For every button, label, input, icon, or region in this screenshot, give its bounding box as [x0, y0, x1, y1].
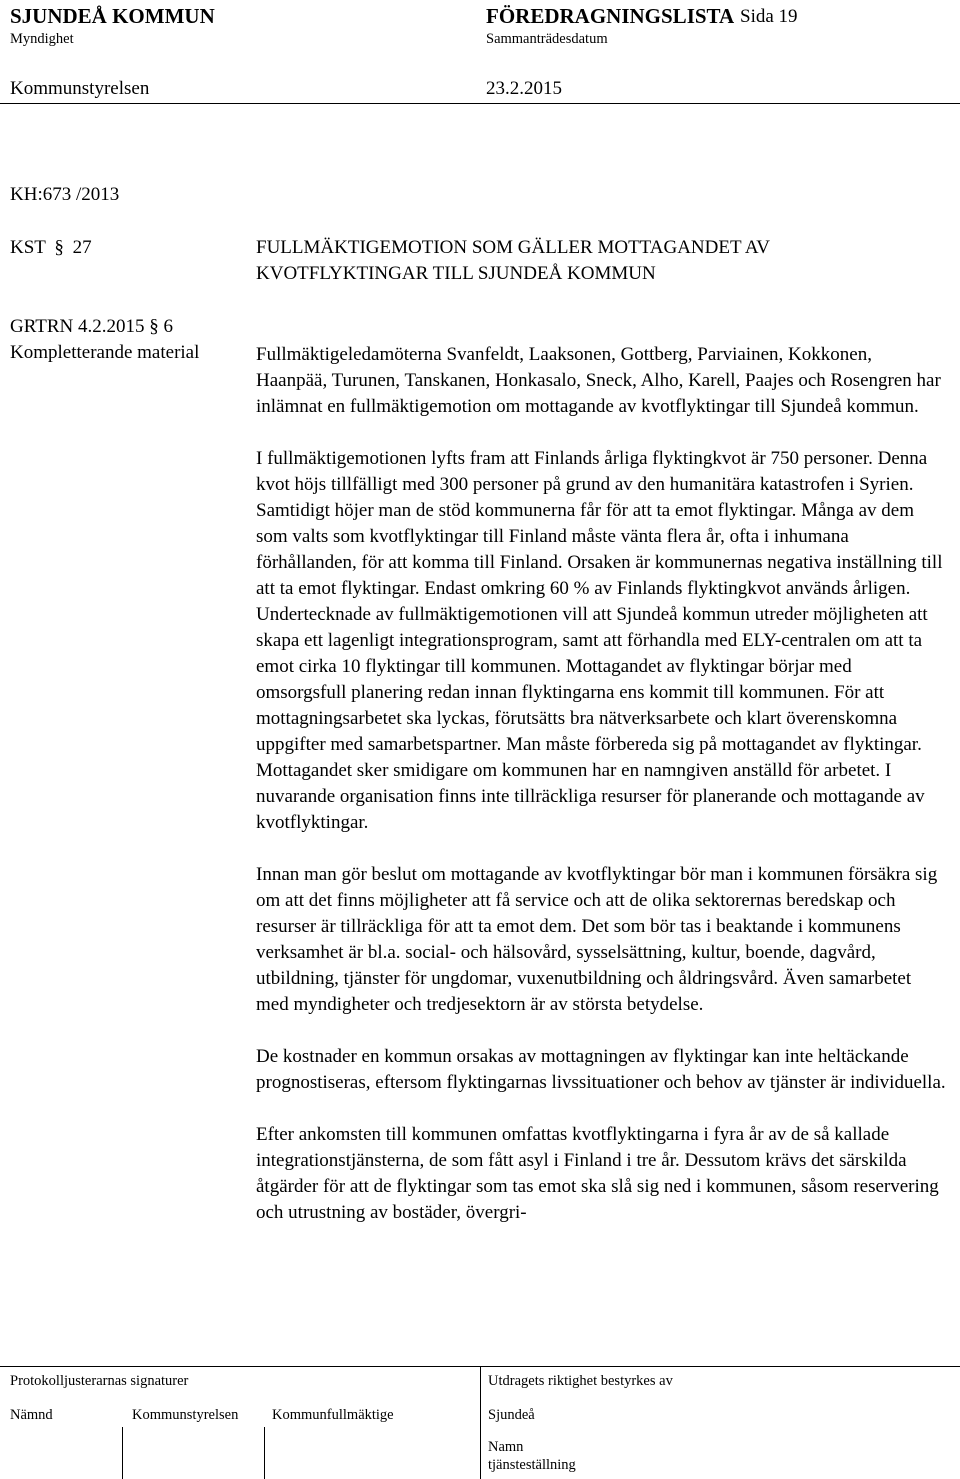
signatures-label: Protokolljusterarnas signaturer	[10, 1373, 189, 1389]
section-ref	[10, 237, 92, 259]
paragraph-4: De kostnader en kommun orsakas av mottagningen av flyktingar kan inte heltäckande prognostiseras, eftersom flyktingarnas livssituationer och behov av tjänster är individuella.	[256, 1046, 946, 1093]
body-column	[256, 342, 946, 1226]
doc-type: FÖREDRAGNINGSLISTA	[486, 4, 735, 28]
footer-divider	[480, 1367, 481, 1479]
case-title-line1: FULLMÄKTIGEMOTION SOM GÄLLER MOTTAGANDET AV	[256, 237, 770, 258]
certified-label: Utdragets riktighet bestyrkes av	[488, 1373, 673, 1389]
page-label: Sida 19	[740, 6, 798, 27]
meeting-date-label: Sammanträdesdatum	[486, 31, 608, 47]
paragraph-1: Fullmäktigeledamöterna Svanfeldt, Laaksonen, Gottberg, Parviainen, Kokkonen, Haanpää, Turunen, Tanskanen, Honkasalo, Sneck, Alho, Karell, Paajes och Rosengren har inlämnat en fullmäktigemotion om mottagande av kvotflyktingar till Sjundeå kommun.	[256, 344, 941, 417]
footer-sig-divider-1	[122, 1427, 123, 1479]
paragraph-5: Efter ankomsten till kommunen omfattas kvotflyktingarna i fyra år av de så kallade integrationstjänsterna, de som fått asyl i Finland i tre år. Dessutom krävs det särskilda åtgärder för att de flyktingar som tas emot ska slå sig ned i kommunen, såsom reservering och utrustning av bostäder, övergri-	[256, 1124, 939, 1223]
footer-col-namnd: Nämnd	[10, 1407, 53, 1423]
meeting-date: 23.2.2015	[486, 78, 562, 99]
footer-sig-divider-2	[264, 1427, 265, 1479]
paragraph-3: Innan man gör beslut om mottagande av kvotflyktingar bör man i kommunen försäkra sig om att det finns möjligheter att få service och att de olika sektorernas beredskap och resurser är tillräckliga för att ta emot dem. Det som bör tas i beaktande i kommunens verksamhet är bl.a. social- och hälsovård, sysselsättning, kultur, boende, dagvård, utbildning, tjänster för ungdomar, vuxenutbildning och åldringsvård. Även samarbetet med myndigheter och tredjesektorn är av största betydelse.	[256, 864, 938, 1015]
prev-ref: GRTRN 4.2.2015 § 6	[10, 316, 174, 337]
footer-sjundea: Sjundeå	[488, 1407, 535, 1423]
section-number: 27	[72, 237, 92, 258]
authority: Kommunstyrelsen	[10, 78, 150, 99]
case-title-line2: KVOTFLYKTINGAR TILL SJUNDEÅ KOMMUN	[256, 263, 656, 284]
footer-position-label: tjänsteställning	[488, 1457, 576, 1473]
section-label: KST	[10, 237, 46, 258]
section-sign-icon: §	[54, 237, 64, 258]
material-label: Kompletterande material	[10, 342, 200, 363]
authority-label: Myndighet	[10, 31, 74, 47]
org-name: SJUNDEÅ KOMMUN	[10, 4, 215, 28]
footer	[0, 1366, 960, 1479]
footer-name-label: Namn	[488, 1439, 524, 1455]
case-ref: KH:673 /2013	[10, 184, 120, 205]
footer-col-ks: Kommunstyrelsen	[132, 1407, 239, 1423]
paragraph-2: I fullmäktigemotionen lyfts fram att Finlands årliga flyktingkvot är 750 personer. Denna kvot höjs tillfälligt med 300 personer på grund av den humanitära katastrofen i Syrien. Samtidigt höjer man de stöd kommunerna får för att ta emot flyktingar. Många av dem som valts som kvotflyktingar till Finland måste vänta flera år, ofta i inhumana förhållanden, för att komma till Finland. Orsaken är kommunernas negativa inställning till att ta emot flyktingar. Endast omkring 60 % av Finlands flyktingkvot används årligen. Undertecknade av fullmäktigemotionen vill att Sjundeå kommun utreder möjligheten att skapa ett lagenligt integrationsprogram, samt att förhandla med ELY-centralen om att ta emot cirka 10 flyktingar till kommunen. Mottagandet av flyktingar börjar med omsorgsfull planering redan innan flyktingarna ens kommit till kommunen. För att mottagningsarbetet ska lyckas, förutsätts bra nätverksarbete och klart överenskomna uppgifter med samarbetspartner. Man måste förbereda sig på mottagandet av flyktingar. Mottagandet sker smidigare om kommunen har en namngiven anställd för arbetet. I nuvarande organisation finns inte tillräckliga resurser för planerande och mottagande av kvotflyktingar.	[256, 448, 943, 833]
footer-col-kf: Kommunfullmäktige	[272, 1407, 394, 1423]
header-rule	[0, 103, 960, 104]
